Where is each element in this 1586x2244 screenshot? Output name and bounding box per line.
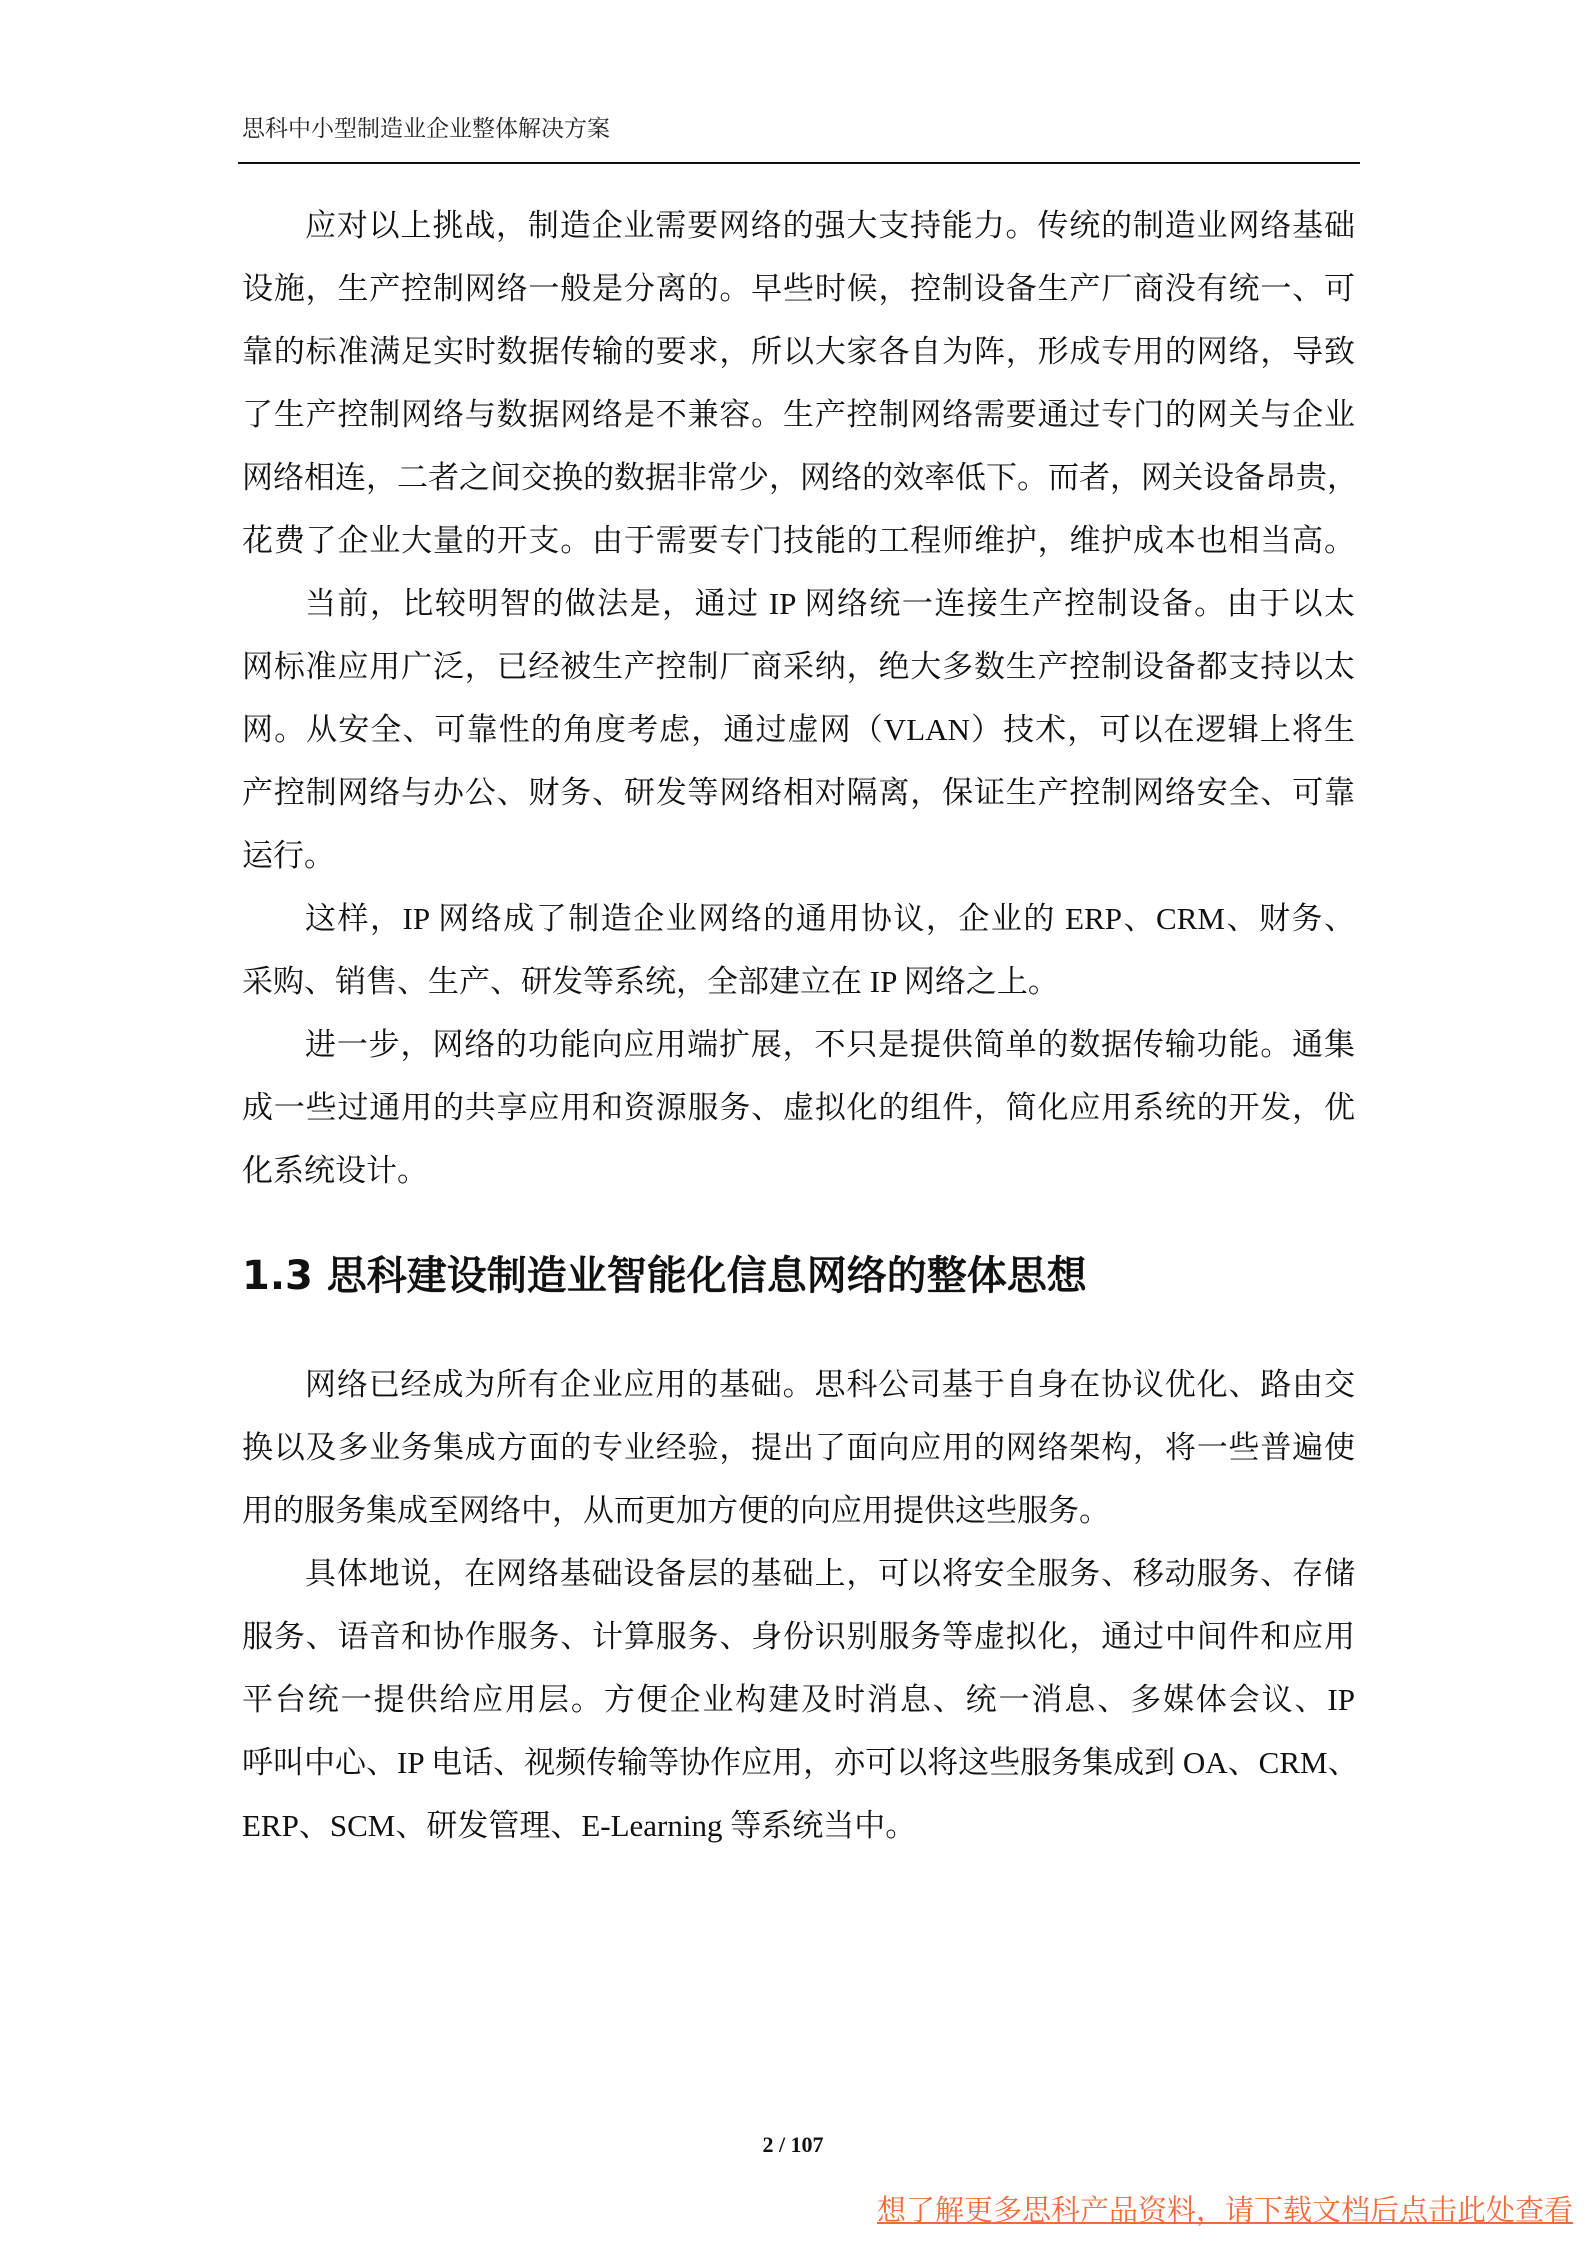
text-line: 产控制网络与办公、财务、研发等网络相对隔离，保证生产控制网络安全、可靠 — [242, 775, 1355, 810]
running-header: 思科中小型制造业企业整体解决方案 — [242, 116, 610, 141]
text-line: 运行。 — [242, 838, 335, 873]
text-line: 网标准应用广泛，已经被生产控制厂商采纳，绝大多数生产控制设备都支持以太 — [242, 649, 1355, 684]
section-heading: 1.3 思科建设制造业智能化信息网络的整体思想 — [242, 1253, 1087, 1299]
text-line: 网络相连，二者之间交换的数据非常少，网络的效率低下。而者，网关设备昂贵， — [242, 460, 1358, 495]
body-section-1 — [242, 194, 1358, 1202]
text-line: 平台统一提供给应用层。方便企业构建及时消息、统一消息、多媒体会议、IP — [242, 1682, 1355, 1717]
text-line: 具体地说，在网络基础设备层的基础上，可以将安全服务、移动服务、存储 — [305, 1556, 1355, 1591]
text-line: 网络已经成为所有企业应用的基础。思科公司基于自身在协议优化、路由交 — [305, 1367, 1355, 1402]
text-line: 应对以上挑战，制造企业需要网络的强大支持能力。传统的制造业网络基础 — [305, 208, 1355, 243]
text-line: 化系统设计。 — [242, 1153, 428, 1188]
text-line: 呼叫中心、IP 电话、视频传输等协作应用，亦可以将这些服务集成到 OA、CRM、 — [242, 1745, 1359, 1780]
text-line: 花费了企业大量的开支。由于需要专门技能的工程师维护，维护成本也相当高。 — [242, 523, 1355, 558]
body-section-2 — [242, 1353, 1359, 1857]
text-line: 网。从安全、可靠性的角度考虑，通过虚网（VLAN）技术，可以在逻辑上将生 — [242, 712, 1355, 747]
text-line: 了生产控制网络与数据网络是不兼容。生产控制网络需要通过专门的网关与企业 — [242, 397, 1355, 432]
text-line: 当前，比较明智的做法是，通过 IP 网络统一连接生产控制设备。由于以太 — [305, 586, 1355, 621]
text-line: 换以及多业务集成方面的专业经验，提出了面向应用的网络架构，将一些普遍使 — [242, 1430, 1355, 1465]
text-line: 这样，IP 网络成了制造企业网络的通用协议，企业的 ERP、CRM、财务、 — [305, 901, 1355, 936]
text-line: 采购、销售、生产、研发等系统，全部建立在 IP 网络之上。 — [242, 964, 1059, 999]
header-divider — [238, 162, 1360, 164]
download-promo-link[interactable]: 想了解更多思科产品资料，请下载文档后点击此处查看 — [877, 2195, 1574, 2227]
page-number: 2 / 107 — [762, 2132, 824, 2157]
text-line: 进一步，网络的功能向应用端扩展，不只是提供简单的数据传输功能。通集 — [305, 1027, 1355, 1062]
text-line: 设施，生产控制网络一般是分离的。早些时候，控制设备生产厂商没有统一、可 — [242, 271, 1355, 306]
text-line: 用的服务集成至网络中，从而更加方便的向应用提供这些服务。 — [242, 1493, 1110, 1528]
text-line: ERP、SCM、研发管理、E-Learning 等系统当中。 — [242, 1808, 917, 1843]
text-line: 服务、语音和协作服务、计算服务、身份识别服务等虚拟化，通过中间件和应用 — [242, 1619, 1355, 1654]
text-line: 靠的标准满足实时数据传输的要求，所以大家各自为阵，形成专用的网络，导致 — [242, 334, 1355, 369]
text-line: 成一些过通用的共享应用和资源服务、虚拟化的组件，简化应用系统的开发，优 — [242, 1090, 1355, 1125]
